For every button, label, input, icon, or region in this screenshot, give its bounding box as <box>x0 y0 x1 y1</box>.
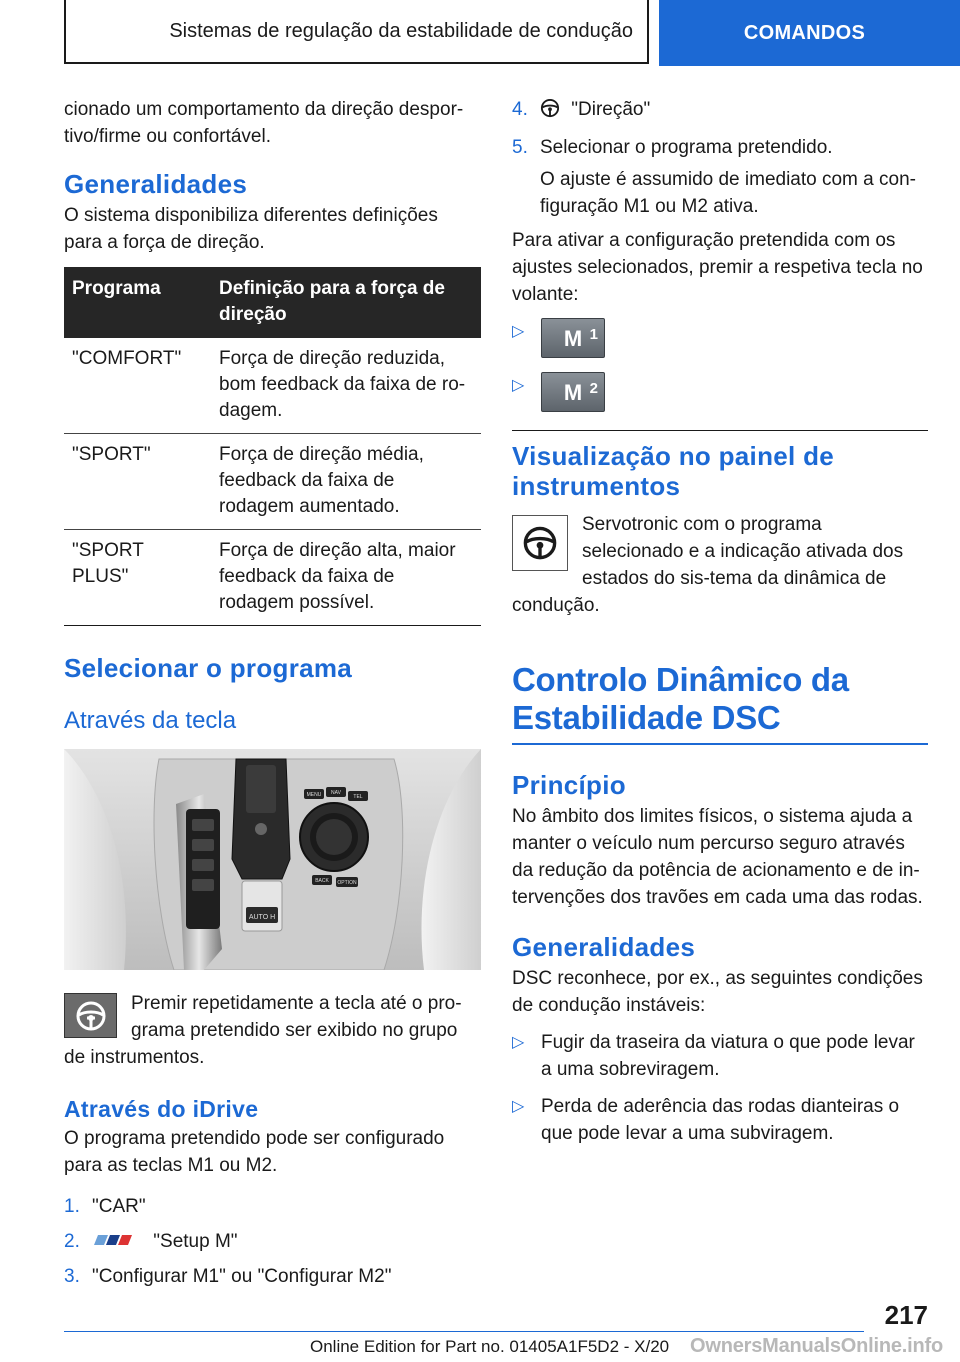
list-item <box>64 1228 481 1255</box>
list-item-text: Perda de aderência das rodas dianteiras o que pode levar a uma subviragem. <box>541 1096 900 1144</box>
heading-principio: Princípio <box>512 770 626 800</box>
table-row <box>64 338 481 434</box>
m-stripes-icon <box>92 1228 140 1255</box>
triangle-bullet-icon: ▷ <box>512 323 525 340</box>
heading-dsc: Controlo Dinâmico da Estabilidade DSC <box>512 661 849 736</box>
step-number: 2. <box>64 1231 80 1252</box>
triangle-bullet-icon: ▷ <box>512 1098 525 1115</box>
triangle-bullet-icon: ▷ <box>512 377 525 394</box>
m-stripes-glyph <box>92 1233 140 1247</box>
tecla-instruction <box>64 990 481 1071</box>
console-label: OPTION <box>337 880 357 886</box>
chapter-title: Sistemas de regulação da estabilidade de condução <box>64 0 649 64</box>
steering-program-table <box>64 267 481 626</box>
list-item <box>64 1263 481 1290</box>
table-header-row <box>64 267 481 338</box>
table-row <box>64 434 481 530</box>
step-number: 5. <box>512 137 528 158</box>
m-button-letter: M <box>563 379 583 405</box>
triangle-bullet-icon: ▷ <box>512 1034 525 1051</box>
list-item <box>512 1029 928 1083</box>
intro-text: cionado um comportamento da direção despor-tivo/firme ou confortável. <box>64 99 464 147</box>
heading-atraves-tecla: Através da tecla <box>64 707 237 734</box>
step-number: 1. <box>64 1196 80 1217</box>
step-text: Selecionar o programa pretendido. <box>540 137 833 158</box>
steering-wheel-glyph <box>540 98 560 118</box>
heading-generalidades-dsc: Generalidades <box>512 932 696 962</box>
idrive-steps <box>64 1193 481 1290</box>
list-item <box>512 96 928 126</box>
console-label: BACK <box>315 878 329 884</box>
table-header-cell: Definição para a força de direção <box>211 267 481 338</box>
heading-underline <box>512 743 928 745</box>
step-number: 4. <box>512 99 528 120</box>
m-button-letter: M <box>563 325 583 351</box>
console-label: AUTO H <box>248 914 276 921</box>
m-button-number: 1 <box>589 326 598 343</box>
table-cell: Força de direção média, feedback da faixa de rodagem aumentado. <box>211 434 481 530</box>
ativar-text: Para ativar a configuração pretendida com os ajustes selecionados, premir a respetiva tecla no volante: <box>512 230 923 305</box>
idrive-text: O programa pretendido pode ser configurado para as teclas M1 ou M2. <box>64 1128 445 1176</box>
m-button-number: 2 <box>589 380 598 397</box>
generalidades-text: O sistema disponibiliza diferentes definições para a força de direção. <box>64 205 438 253</box>
step-number: 3. <box>64 1266 80 1288</box>
heading-selecionar-programa: Selecionar o programa <box>64 653 353 683</box>
table-cell: "SPORT PLUS" <box>64 530 211 626</box>
section-divider <box>512 430 928 431</box>
console-label: TEL <box>353 794 363 800</box>
table-cell: "COMFORT" <box>64 338 211 434</box>
steering-wheel-icon <box>64 993 117 1038</box>
watermark-brand: OwnersManualsOnline.info <box>690 1335 944 1357</box>
visualizacao-block <box>512 511 928 619</box>
steering-wheel-icon <box>540 98 560 126</box>
footer-divider <box>64 1331 864 1332</box>
heading-visualizacao: Visualização no painel de instrumentos <box>512 441 835 501</box>
step-text: "CAR" <box>92 1196 146 1217</box>
section-label: COMANDOS <box>659 0 960 66</box>
step-text: "Setup M" <box>153 1231 238 1252</box>
step-text: "Configurar M1" ou "Configurar M2" <box>92 1266 392 1288</box>
list-item <box>512 134 928 161</box>
footer-edition: Online Edition for Part no. 01405A1F5D2 - X/20 <box>310 1337 670 1356</box>
console-label: MENU <box>306 792 322 798</box>
visualizacao-text: Servotronic com o programa selecionado e a indicação ativada dos estados do sis-tema da dinâmica de condução. <box>512 514 904 616</box>
heading-atraves-idrive: Através do iDrive <box>64 1096 259 1122</box>
list-item-text: Fugir da traseira da viatura o que pode levar a uma sobreviragem. <box>541 1032 915 1080</box>
list-item <box>512 372 928 416</box>
console-label: NAV <box>331 790 341 796</box>
step5-detail: O ajuste é assumido de imediato com a con-figuração M1 ou M2 ativa. <box>540 169 916 217</box>
principio-text: No âmbito dos limites físicos, o sistema ajuda a manter o veículo num percurso seguro através da redução da potência de acionamento e de in-tervenções dos travões em cada uma das rodas. <box>512 806 923 908</box>
tecla-text: Premir repetidamente a tecla até o pro-grama pretendido ser exibido no grupo de instrumentos. <box>64 993 462 1068</box>
steering-wheel-glyph <box>522 525 558 561</box>
unstable-conditions-list <box>512 1029 928 1147</box>
list-item <box>512 1093 928 1147</box>
generalidades-dsc-text: DSC reconhece, por ex., as seguintes condições de condução instáveis: <box>512 968 923 1016</box>
right-column <box>512 96 928 1157</box>
left-column <box>64 96 481 1298</box>
steering-wheel-icon <box>512 515 568 571</box>
m1-button-icon <box>541 318 605 358</box>
center-console-photo <box>64 749 481 970</box>
step-text: "Direção" <box>571 99 651 120</box>
list-item <box>64 1193 481 1220</box>
m2-button-icon <box>541 372 605 412</box>
table-cell: Força de direção reduzida, bom feedback da faixa de ro-dagem. <box>211 338 481 434</box>
center-console-illustration <box>64 749 481 970</box>
idrive-steps-continued <box>512 96 928 161</box>
heading-generalidades: Generalidades <box>64 169 248 199</box>
page-number: 217 <box>884 1300 928 1330</box>
table-row <box>64 530 481 626</box>
table-cell: "SPORT" <box>64 434 211 530</box>
m-button-list <box>512 318 928 416</box>
steering-wheel-glyph <box>75 1000 107 1032</box>
table-header-cell: Programa <box>64 267 211 338</box>
table-cell: Força de direção alta, maior feedback da faixa de rodagem possível. <box>211 530 481 626</box>
page-header <box>0 0 960 66</box>
list-item <box>512 318 928 362</box>
